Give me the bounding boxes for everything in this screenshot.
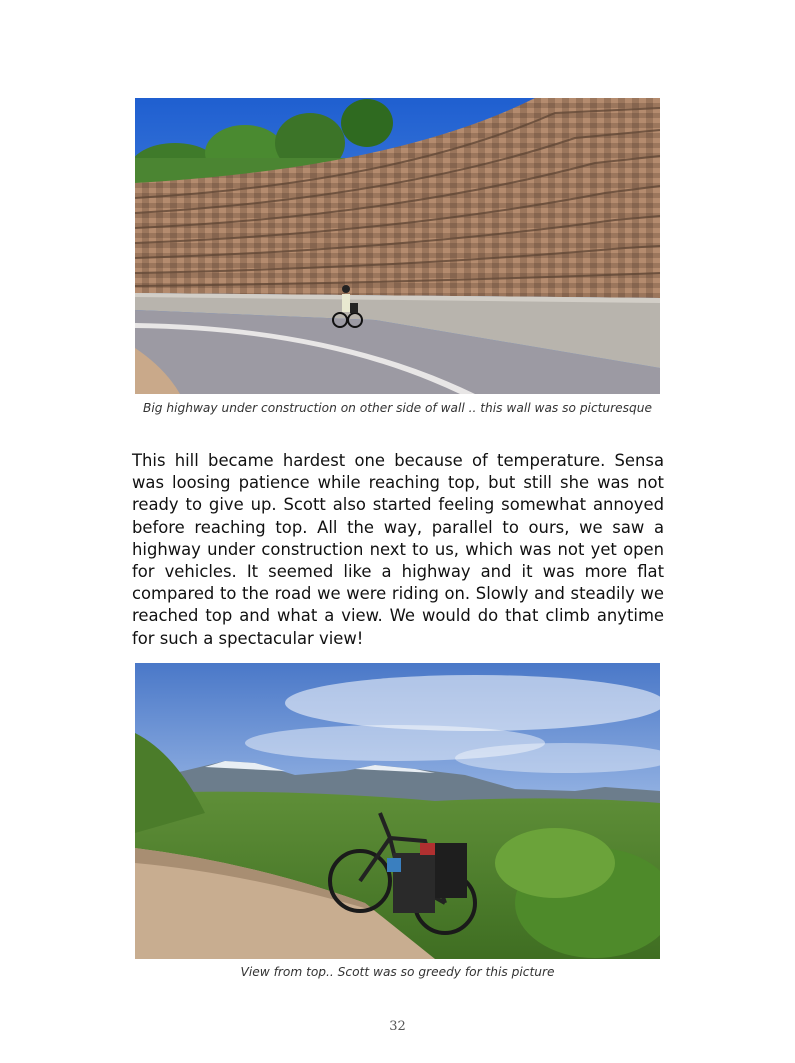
figure-caption-2: View from top.. Scott was so greedy for this picture <box>240 965 555 979</box>
body-paragraph: This hill became hardest one because of temperature. Sensa was loosing patience while reaching top, but still she was not ready to give up. Scott also started feeling somewhat annoyed before reaching top. All the way, parallel to ours, we saw a highway under construction next to us, which was not yet open for vehicles. It seemed like a highway and it was more flat compared to the road we were riding on. Slowly and steadily we reached top and what a view. We would do that climb anytime for such a spectacular view! <box>132 451 664 648</box>
figure-caption-1: Big highway under construction on other side of wall .. this wall was so picturesque <box>143 401 652 415</box>
photo-mountain-view <box>135 663 660 959</box>
photo-gabion-wall <box>135 98 660 394</box>
page-number: 32 <box>389 1019 406 1034</box>
